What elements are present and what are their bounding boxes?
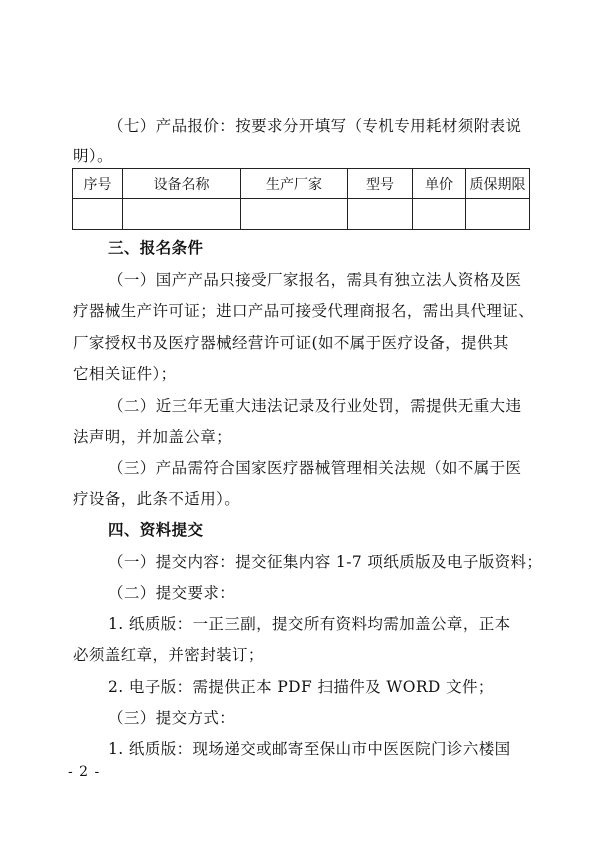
paragraph-text: 厂家授权书及医疗器械经营许可证(如不属于医疗设备，提供其	[73, 334, 509, 352]
paragraph-text: （三）产品需符合国家医疗器械管理相关法规（如不属于医	[108, 459, 522, 477]
paragraph-text: （一）国产产品只接受厂家报名，需具有独立法人资格及医	[108, 271, 522, 289]
table-row	[73, 199, 530, 230]
paragraph-quote-line-2: 明）。	[73, 147, 113, 165]
page-number: - 2 -	[68, 764, 101, 780]
paragraph-text: （二）提交要求：	[108, 584, 236, 602]
table-cell	[413, 199, 466, 230]
paragraph-quote-line-1: （七）产品报价：按要求分开填写（专机专用耗材须附表说	[108, 117, 522, 135]
paragraph-text: （二）近三年无重大违法记录及行业处罚，需提供无重大违	[108, 397, 522, 415]
column-header-device-name: 设备名称	[123, 169, 241, 199]
paragraph-text: 1. 纸质版：一正三副，提交所有资料均需加盖公章，正本	[108, 615, 511, 633]
section-heading-registration: 三、报名条件	[108, 239, 204, 257]
paragraph-text: 1. 纸质版：现场递交或邮寄至保山市中医医院门诊六楼国	[108, 740, 511, 758]
table-cell	[123, 199, 241, 230]
paragraph-text: （三）提交方式：	[108, 709, 236, 727]
column-header-warranty: 质保期限	[466, 169, 530, 199]
paragraph-text: 疗设备，此条不适用）。	[73, 490, 241, 508]
table-header-row	[73, 169, 530, 199]
table-cell	[73, 199, 123, 230]
paragraph-text: 法声明，并加盖公章；	[73, 428, 233, 446]
paragraph-text: 2. 电子版：需提供正本 PDF 扫描件及 WORD 文件；	[108, 678, 494, 696]
paragraph-text: 它相关证件）；	[73, 365, 177, 383]
table-cell	[241, 199, 348, 230]
column-header-unit-price: 单价	[413, 169, 466, 199]
paragraph-text: 必须盖红章，并密封装订；	[73, 646, 264, 664]
section-heading-submission: 四、资料提交	[108, 521, 204, 539]
paragraph-text: 疗器械生产许可证；进口产品可接受代理商报名，需出具代理证、	[73, 302, 535, 320]
column-header-serial: 序号	[73, 169, 123, 199]
price-table	[72, 168, 530, 230]
table-cell	[466, 199, 530, 230]
column-header-manufacturer: 生产厂家	[241, 169, 348, 199]
column-header-model: 型号	[348, 169, 413, 199]
paragraph-text: （一）提交内容：提交征集内容 1-7 项纸质版及电子版资料；	[108, 553, 543, 571]
table-cell	[348, 199, 413, 230]
